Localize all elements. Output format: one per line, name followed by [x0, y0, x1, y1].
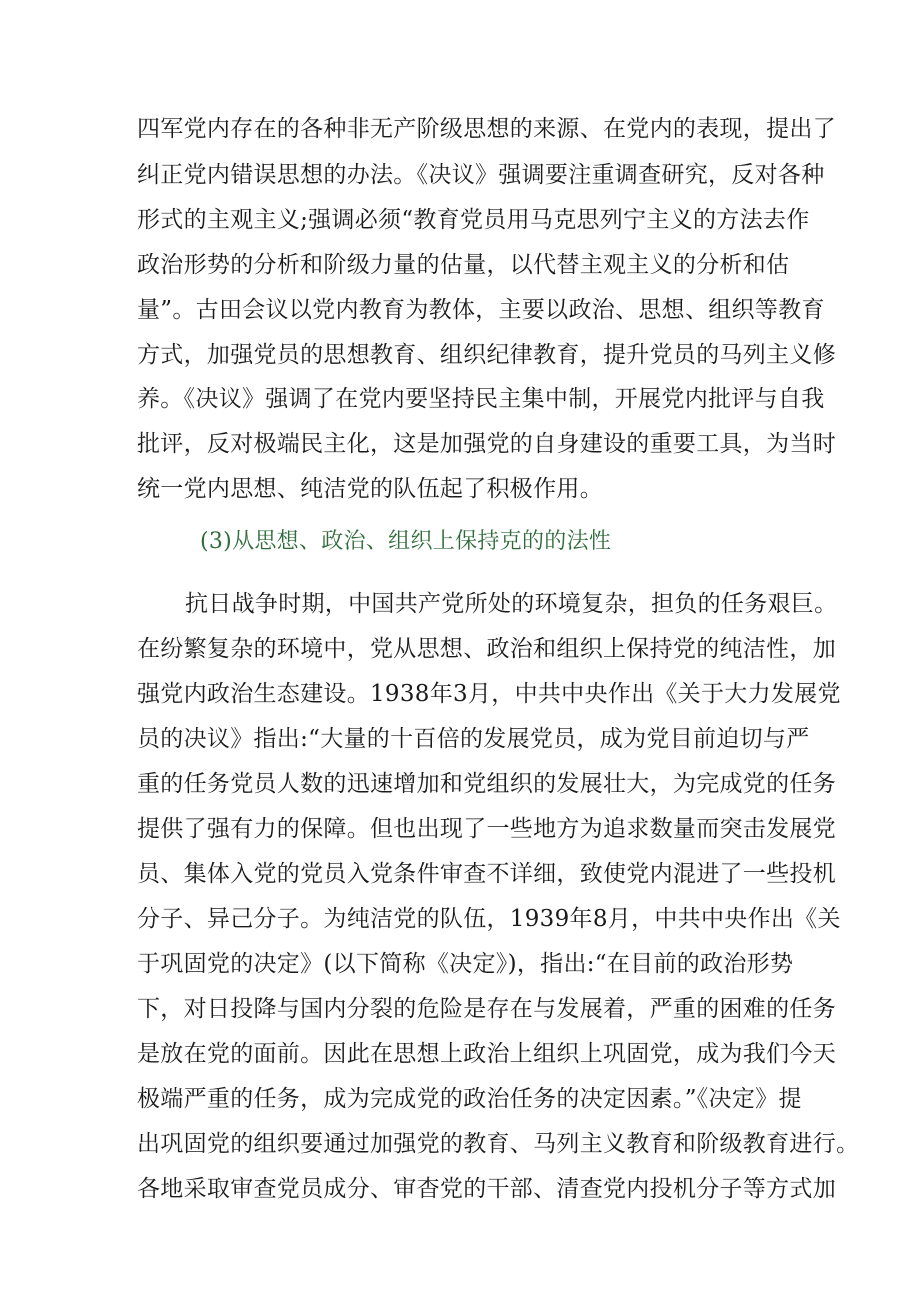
paragraph-line: 统一党内思想、纯洁党的队伍起了积极作用。	[137, 476, 603, 502]
paragraph-line: 政治形势的分析和阶级力量的估量，以代替主观主义的分析和估	[137, 252, 790, 278]
paragraph-line: 员的决议》指出:“大量的十百倍的发展党员，成为党目前迫切与严	[137, 726, 810, 752]
paragraph-line: 批评，反对极端民主化，这是加强党的自身建设的重要工具，为当时	[137, 431, 836, 457]
paragraph-line: 下，对日投降与国内分裂的危险是存在与发展着，严重的困难的任务	[137, 996, 836, 1022]
paragraph-line: 提供了强有力的保障。但也出现了一些地方为追求数量而突击发展党	[137, 816, 836, 842]
paragraph-line: 在纷繁复杂的环境中，党从思想、政治和组织上保持党的纯洁性，加	[137, 636, 836, 662]
paragraph-line: 形式的主观主义;强调必须“教育党员用马克思列宁主义的方法去作	[137, 207, 810, 233]
paragraph-line: 极端严重的任务，成为完成党的政治任务的决定因素。”《决定》提	[137, 1086, 802, 1112]
section-heading: (3)从思想、政治、组织上保持克的的法性	[200, 529, 612, 554]
paragraph-line: 是放在党的面前。因此在思想上政治上组织上巩固党，成为我们今天	[137, 1041, 836, 1067]
paragraph-line: 各地采取审查党员成分、审杳党的干部、清查党内投机分子等方式加	[137, 1176, 836, 1202]
paragraph-line: 方式，加强党员的思想教育、组织纪律教育，提升党员的马列主义修	[137, 342, 836, 368]
paragraph-line: 员、集体入党的党员入党条件审查不详细，致使党内混进了一些投机	[137, 861, 836, 887]
paragraph-line: 纠正党内错误思想的办法。《决议》强调要注重调查研究，反对各种	[137, 162, 825, 188]
paragraph-line: 养。《决议》强调了在党内要坚持民主集中制，开展党内批评与自我	[137, 386, 825, 412]
paragraph-line: 强党内政治生态建设。1938年3月，中共中央作出《关于大力发展党	[137, 681, 841, 707]
paragraph-line: 于巩固党的决定》(以下简称《决定》)，指出:“在目前的政治形势	[137, 951, 794, 977]
paragraph-line: 重的任务党员人数的迅速增加和党组织的发展壮大，为完成党的任务	[137, 771, 836, 797]
paragraph-line: 出巩固党的组织要通过加强党的教育、马列主义教育和阶级教育进行。	[137, 1131, 860, 1157]
paragraph-line: 量”。古田会议以党内教育为教体，主要以政治、思想、组织等教育	[137, 297, 825, 323]
paragraph-line: 四军党内存在的各种非无产阶级思想的来源、在党内的表现，提出了	[137, 116, 836, 142]
paragraph-line: 抗日战争时期，中国共产党所处的环境复杂，担负的任务艰巨。	[185, 591, 838, 617]
paragraph-line: 分子、异己分子。为纯洁党的队伍，1939年8月，中共中央作出《关	[137, 906, 841, 932]
